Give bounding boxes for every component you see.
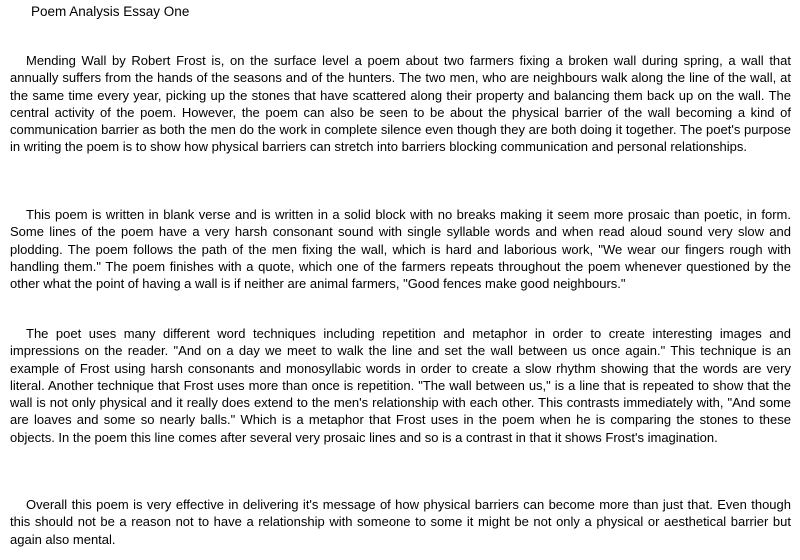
paragraph-form: This poem is written in blank verse and is written in a solid block with no breaks making it seem more prosaic than poetic, in form. Some lines of the poem have a very harsh consonant sound with single syllable words and when read aloud sound very slow and plodding. The poem follows the path of the men fixing the wall, which is hard and laborious work, "We wear our fingers rough with handling them." The poem finishes with a quote, which one of the farmers repeats throughout the poem whenever questioned by the other what the point of having a wall is if neither are animal farmers, "Good fences make good neighbours." — [10, 207, 791, 292]
paragraph-techniques: The poet uses many different word techniques including repetition and metaphor in order to create interesting images and impressions on the reader. "And on a day we meet to walk the line and set the wall between us once again." This technique is an example of Frost using harsh consonants and monosyllabic words in order to create a slow rhythm showing that the words are very literal. Another technique that Frost uses more than once is repetition. "The wall between us," is a line that is repeated to show that the wall is not only physical and it really does extend to the men's relationship with each other. This contrasts immediately with, "And some are loaves and some so nearly balls." Which is a metaphor that Frost uses in the poem when he is comparing the stones to these objects. In the poem this line comes after several very prosaic lines and so is a contrast in that it shows Frost's imagination. — [10, 326, 791, 445]
essay-title: Poem Analysis Essay One — [31, 4, 190, 19]
paragraph-conclusion: Overall this poem is very effective in delivering it's message of how physical barriers can become more than just that. Even though this should not be a reason not to have a relationship with someone to some it might be not only a physical or aesthetical barrier but again also mental. — [10, 497, 791, 547]
paragraph-introduction: Mending Wall by Robert Frost is, on the surface level a poem about two farmers fixing a broken wall during spring, a wall that annually suffers from the hands of the seasons and of the hunters. The two men, who are neighbours walk along the line of the wall, at the same time every year, picking up the stones that have scattered along their property and balancing them back up on the wall. The central activity of the poem. However, the poem can also be seen to be about the physical barrier of the wall becoming a kind of communication barrier as both the men do the work in complete silence even though they are both doing it together. The poet's purpose in writing the poem is to show how physical barriers can stretch into barriers blocking communication and personal relationships. — [10, 53, 791, 155]
